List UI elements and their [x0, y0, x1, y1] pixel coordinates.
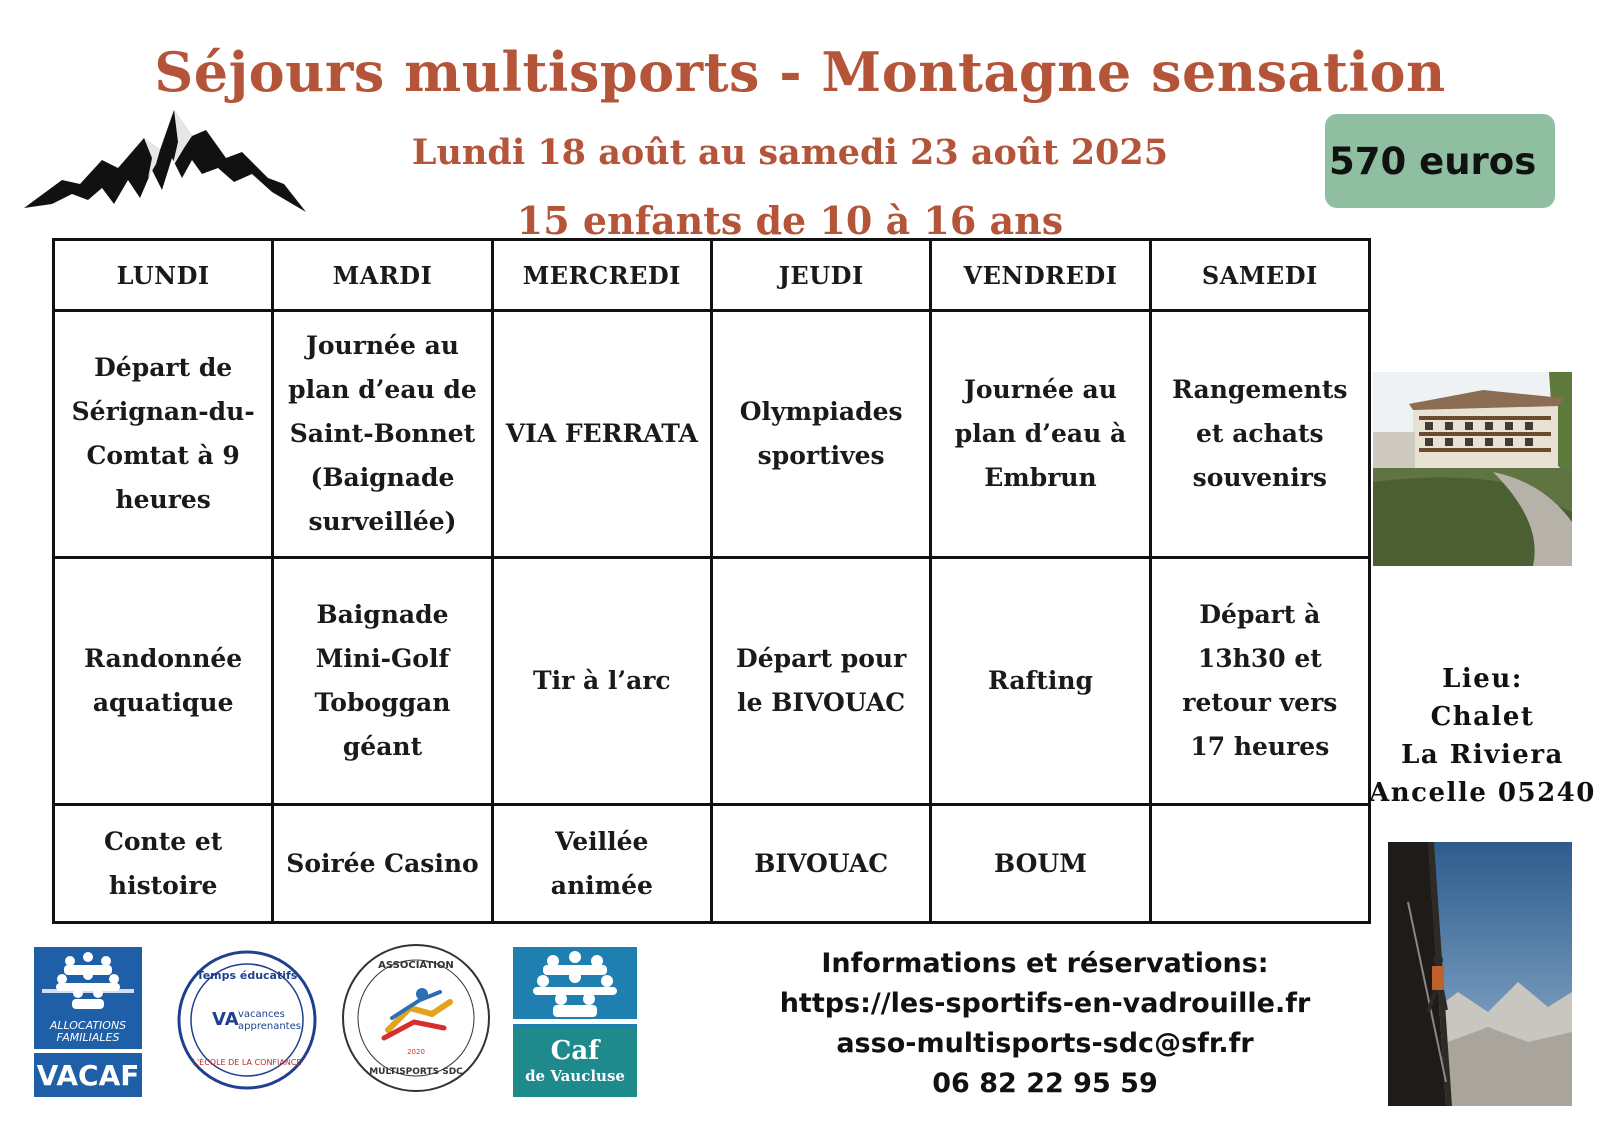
svg-text:MULTISPORTS SDC: MULTISPORTS SDC — [369, 1067, 463, 1077]
svg-text:L'ÉCOLE DE LA CONFIANCE: L'ÉCOLE DE LA CONFIANCE — [192, 1058, 302, 1067]
email-link[interactable]: asso-multisports-sdc@sfr.fr — [836, 1028, 1254, 1059]
location-label: Lieu: Chalet La Riviera Ancelle 05240 — [1369, 664, 1596, 808]
table-row — [54, 311, 1370, 558]
schedule-cell: Randonnée aquatique — [54, 558, 273, 805]
mountain-icon — [22, 108, 308, 214]
schedule-cell: Conte et histoire — [54, 805, 273, 923]
schedule-cell: Départ à 13h30 et retour vers 17 heures — [1150, 558, 1369, 805]
page-title: Séjours multisports - Montagne sensation — [154, 40, 1446, 104]
day-header-samedi: SAMEDI — [1150, 240, 1369, 311]
schedule-cell: BIVOUAC — [711, 805, 930, 923]
svg-text:apprenantes: apprenantes — [238, 1021, 301, 1032]
website-link[interactable]: https://les-sportifs-en-vadrouille.fr — [779, 988, 1311, 1019]
schedule-cell: Tir à l’arc — [492, 558, 711, 805]
schedule-cell: Rangements et achats souvenirs — [1150, 311, 1369, 558]
schedule-cell: Soirée Casino — [273, 805, 492, 923]
vacaf-logo — [34, 947, 142, 1097]
schedule-cell: Veillée animée — [492, 805, 711, 923]
schedule-cell: VIA FERRATA — [492, 311, 711, 558]
table-row — [54, 558, 1370, 805]
schedule-cell: Baignade Mini-Golf Toboggan géant — [273, 558, 492, 805]
day-header-vendredi: VENDREDI — [931, 240, 1150, 311]
svg-text:de Vaucluse: de Vaucluse — [525, 1067, 625, 1085]
svg-text:Temps éducatifs: Temps éducatifs — [196, 969, 298, 982]
caf-vaucluse-logo — [513, 947, 637, 1097]
chalet-photo — [1373, 372, 1572, 566]
association-multisports-logo — [340, 942, 492, 1094]
svg-text:ALLOCATIONS: ALLOCATIONS — [49, 1019, 127, 1032]
svg-text:vacances: vacances — [238, 1009, 285, 1020]
day-header-lundi: LUNDI — [54, 240, 273, 311]
day-header-jeudi: JEUDI — [711, 240, 930, 311]
schedule-table — [52, 238, 1371, 924]
price-badge: 570 euros — [1325, 114, 1555, 208]
day-header-mercredi: MERCREDI — [492, 240, 711, 311]
participants-subtitle: 15 enfants de 10 à 16 ans — [516, 198, 1064, 238]
schedule-cell: Départ pour le BIVOUAC — [711, 558, 930, 805]
svg-text:2020: 2020 — [407, 1048, 425, 1056]
contact-block — [760, 944, 1330, 1104]
schedule-cell: Départ de Sérignan-du-Comtat à 9 heures — [54, 311, 273, 558]
svg-text:VA: VA — [212, 1009, 239, 1030]
contact-heading: Informations et réservations: — [821, 948, 1269, 979]
day-header-mardi: MARDI — [273, 240, 492, 311]
table-row — [54, 805, 1370, 923]
schedule-cell: Journée au plan d’eau à Embrun — [931, 311, 1150, 558]
vacances-apprenantes-logo — [176, 949, 318, 1091]
climber-photo — [1388, 842, 1572, 1106]
svg-text:ASSOCIATION: ASSOCIATION — [378, 960, 454, 971]
schedule-cell — [1150, 805, 1369, 923]
svg-text:FAMILIALES: FAMILIALES — [56, 1031, 120, 1044]
phone-number: 06 82 22 95 59 — [932, 1068, 1158, 1099]
dates-subtitle: Lundi 18 août au samedi 23 août 2025 — [411, 132, 1169, 173]
schedule-cell: Olympiades sportives — [711, 311, 930, 558]
svg-text:Caf: Caf — [550, 1036, 600, 1066]
schedule-cell: BOUM — [931, 805, 1150, 923]
schedule-cell: Rafting — [931, 558, 1150, 805]
schedule-cell: Journée au plan d’eau de Saint-Bonnet (Baignade surveillée) — [273, 311, 492, 558]
svg-text:VACAF: VACAF — [36, 1059, 140, 1092]
schedule-header-row — [54, 240, 1370, 311]
